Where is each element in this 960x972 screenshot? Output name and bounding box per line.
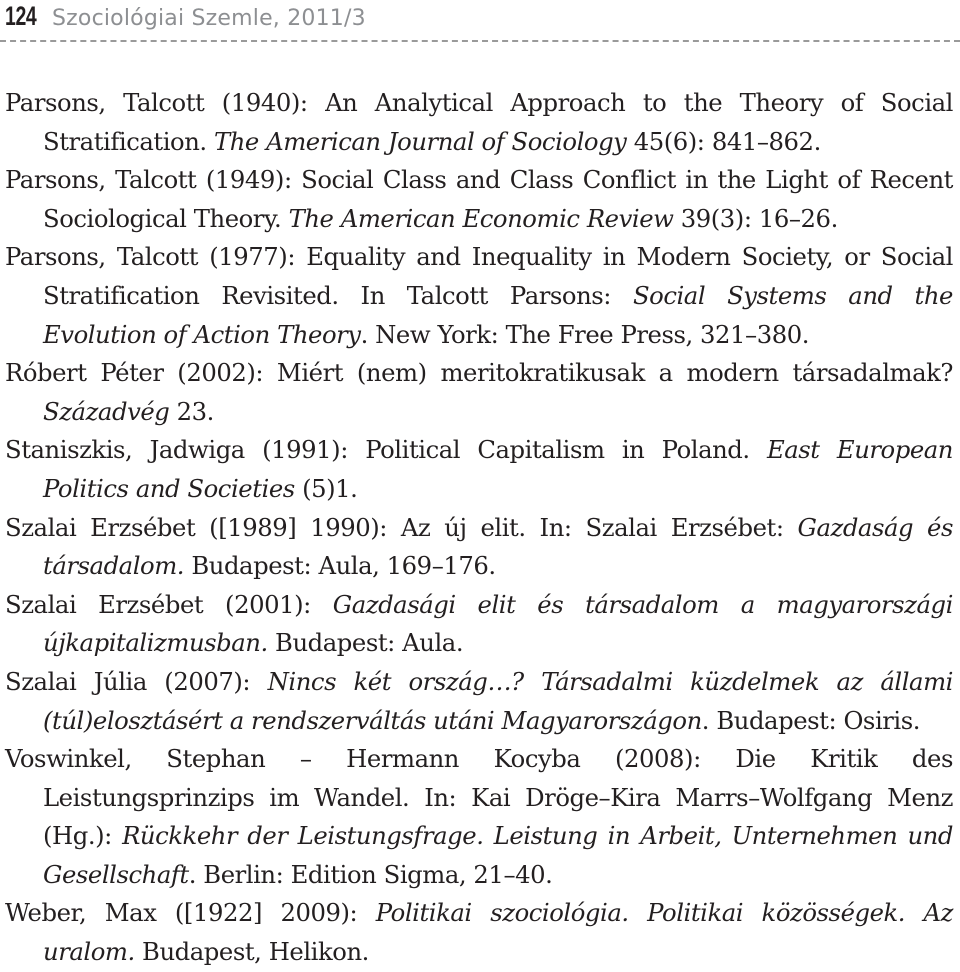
reference-text: Róbert Péter (2002): Miért (nem) meritokratikusak a modern társadalmak? (5, 358, 953, 388)
reference-text: . Berlin: Edition Sigma, 21–40. (188, 859, 553, 889)
reference-entry (5, 509, 953, 586)
reference-entry (5, 663, 953, 740)
reference-text: Szalai Júlia (2007): (5, 666, 268, 696)
reference-text: . New York: The Free Press, 321–380. (360, 319, 810, 349)
reference-source-title: East European Politics and Societies (43, 435, 953, 503)
reference-text: Budapest, Helikon. (134, 937, 369, 967)
reference-text: Budapest: Aula, 169–176. (184, 551, 496, 581)
reference-entry (5, 586, 953, 663)
reference-text: Szalai Erzsébet (2001): (5, 589, 333, 619)
header-divider (0, 40, 960, 42)
reference-source-title: Gazdaság és társadalom. (43, 512, 953, 581)
reference-text: Parsons, Talcott (1949): Social Class and Class Conflict in the Light of Recent Sociological Theory. (5, 165, 953, 233)
reference-text: Voswinkel, Stephan – Hermann Kocyba (2008): Die Kritik des Leistungsprinzips im Wandel. In: Kai Dröge–Kira Marrs–Wolfgang Menz (Hg.): (5, 744, 953, 851)
reference-text: Parsons, Talcott (1940): An Analytical Approach to the Theory of Social Stratification. (5, 88, 953, 156)
reference-text: 45(6): 841–862. (626, 126, 821, 156)
reference-text: 23. (169, 396, 214, 426)
reference-text: Budapest: Aula. (267, 628, 464, 658)
reference-source-title: Social Systems and the Evolution of Action Theory (43, 280, 953, 349)
reference-text: Weber, Max ([1922] 2009): (5, 898, 376, 928)
reference-entry (5, 431, 953, 508)
reference-source-title: Politikai szociológia. Politikai közösségek. Az uralom. (43, 898, 953, 967)
reference-text: (5)1. (294, 473, 358, 503)
reference-source-title: Rückkehr der Leistungsfrage. Leistung in Arbeit, Unternehmen und Gesellschaft (43, 821, 953, 889)
reference-source-title: Nincs két ország…? Társadalmi küzdelmek az állami (túl)elosztásért a rendszerváltás utáni Magyarországon (43, 666, 953, 735)
reference-text: Szalai Erzsébet ([1989] 1990): Az új elit. In: Szalai Erzsébet: (5, 512, 798, 542)
journal-title: Szociológiai Szemle, 2011/3 (52, 6, 366, 31)
reference-text: . Budapest: Osiris. (701, 705, 921, 735)
reference-text: Parsons, Talcott (1977): Equality and Inequality in Modern Society, or Social Stratification Revisited. In Talcott Parsons: (5, 242, 953, 310)
reference-entry (5, 84, 953, 161)
reference-entry (5, 740, 953, 894)
reference-source-title: The American Economic Review (288, 203, 674, 233)
reference-list (5, 84, 953, 972)
reference-source-title: The American Journal of Sociology (213, 126, 627, 156)
page-header (0, 0, 960, 44)
reference-source-title: Századvég (43, 396, 170, 426)
reference-entry (5, 238, 953, 354)
reference-text: 39(3): 16–26. (673, 203, 838, 233)
reference-entry (5, 894, 953, 971)
reference-text: Staniszkis, Jadwiga (1991): Political Capitalism in Poland. (5, 435, 767, 465)
page-number: 124 (5, 1, 37, 31)
reference-entry (5, 354, 953, 431)
reference-entry (5, 161, 953, 238)
reference-source-title: Gazdasági elit és társadalom a magyarországi újkapitalizmusban. (43, 589, 953, 658)
